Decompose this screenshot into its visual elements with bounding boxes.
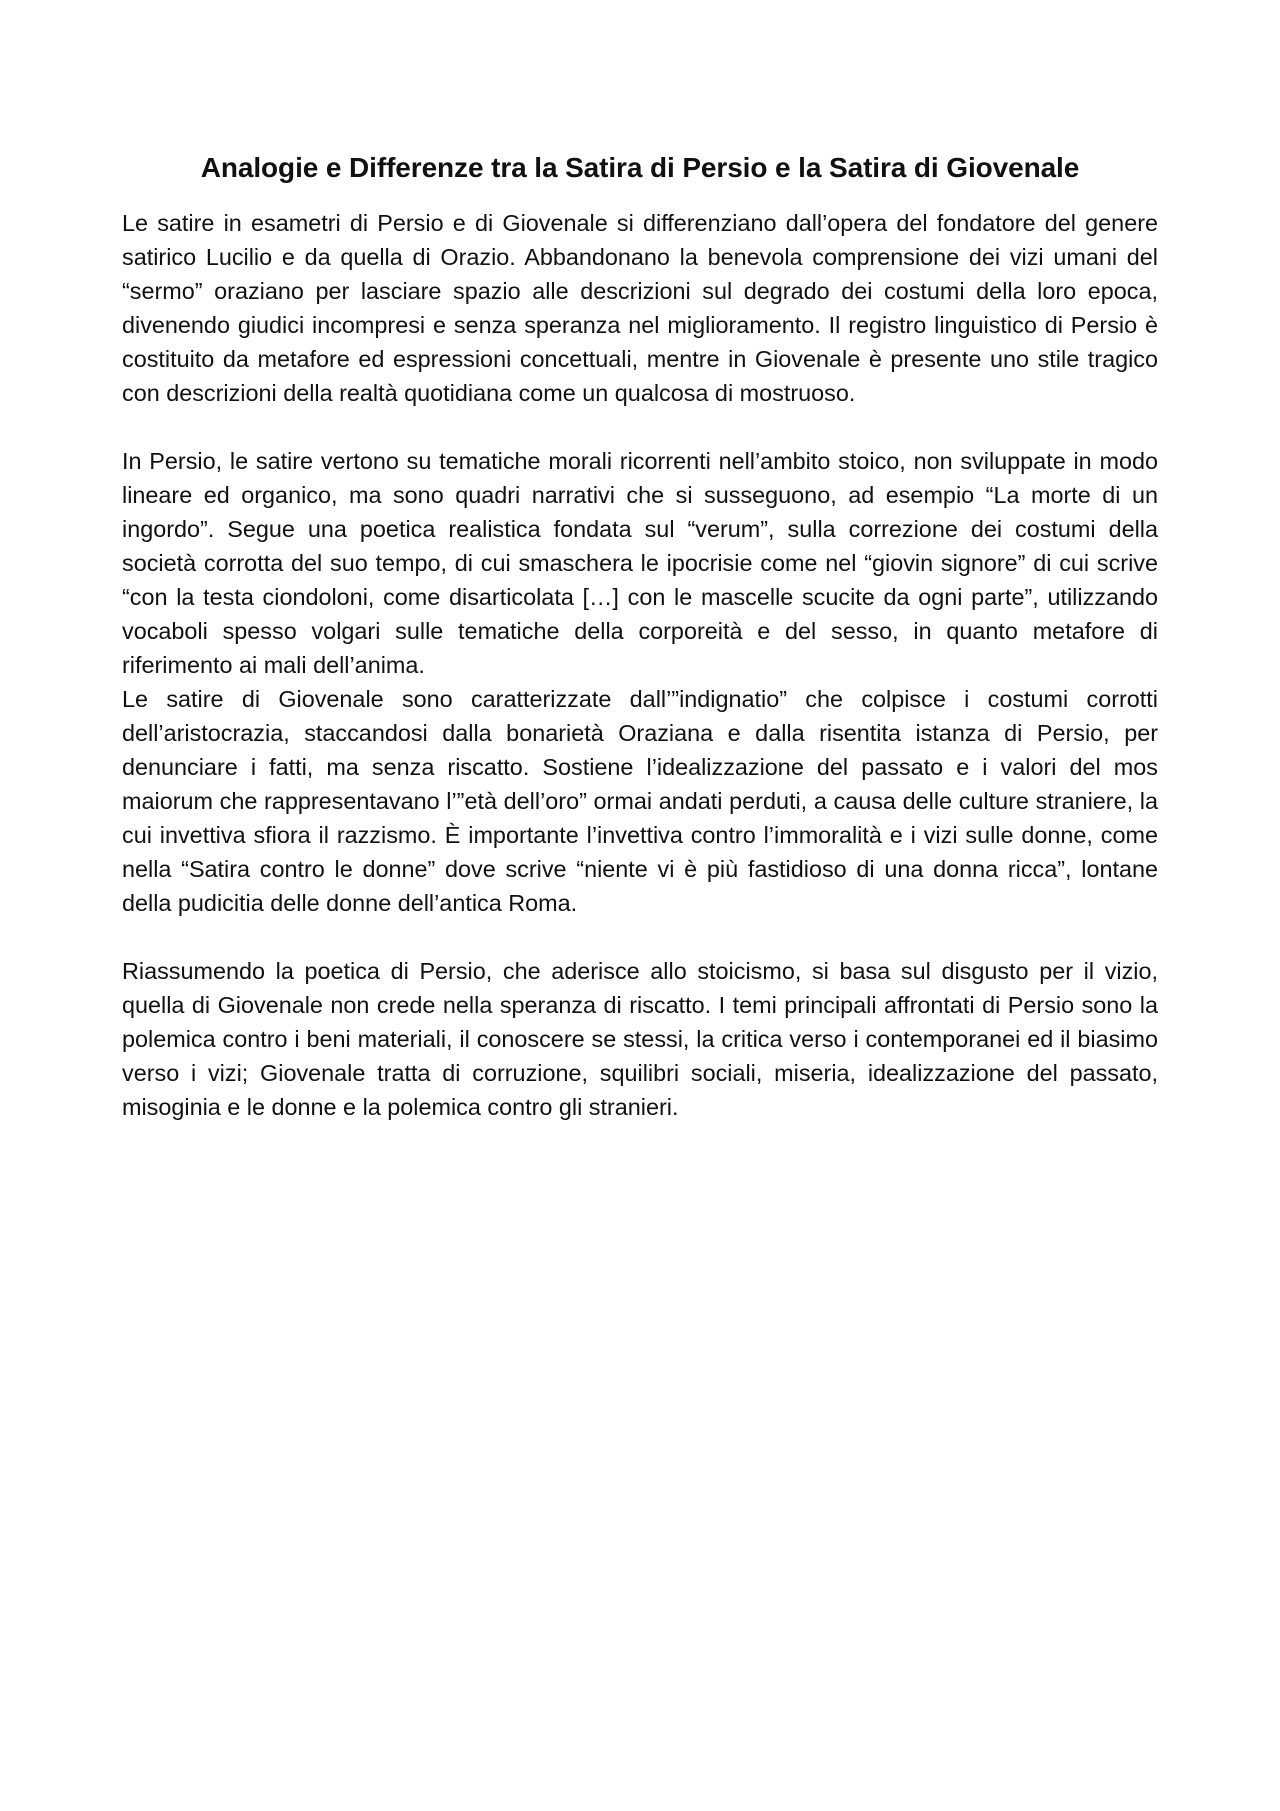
paragraph-persio: In Persio, le satire vertono su tematiche morali ricorrenti nell’ambito stoico, non sviluppate in modo lineare ed organico, ma sono quadri narrativi che si susseguono, ad esempio “La morte di un ingordo”. Segue una poetica realistica fondata sul “verum”, sulla correzione dei costumi della società corrotta del suo tempo, di cui smaschera le ipocrisie come nel “giovin signore” di cui scrive “con la testa ciondoloni, come disarticolata […] con le mascelle scucite da ogni parte”, utilizzando vocaboli spesso volgari sulle tematiche della corporeità e del sesso, in quanto metafore di riferimento ai mali dell’anima. xyxy=(122,448,1158,678)
paragraph-giovenale: Le satire di Giovenale sono caratterizzate dall’”indignatio” che colpisce i costumi corrotti dell’aristocrazia, staccandosi dalla bonarietà Oraziana e dalla risentita istanza di Persio, per denunciare i fatti, ma senza riscatto. Sostiene l’idealizzazione del passato e i valori del mos maiorum che rappresentavano l’”età dell’oro” ormai andati perduti, a causa delle culture straniere, la cui invettiva sfiora il razzismo. È importante l’invettiva contro l’immoralità e i vizi sulle donne, come nella “Satira contro le donne” dove scrive “niente vi è più fastidioso di una donna ricca”, lontane della pudicitia delle donne dell’antica Roma. xyxy=(122,686,1158,916)
document-body xyxy=(122,150,1158,1124)
paragraph-introduction: Le satire in esametri di Persio e di Giovenale si differenziano dall’opera del fondatore del genere satirico Lucilio e da quella di Orazio. Abbandonano la benevola comprensione dei vizi umani del “sermo” oraziano per lasciare spazio alle descrizioni sul degrado dei costumi della loro epoca, divenendo giudici incompresi e senza speranza nel miglioramento. Il registro linguistico di Persio è costituito da metafore ed espressioni concettuali, mentre in Giovenale è presente uno stile tragico con descrizioni della realtà quotidiana come un qualcosa di mostruoso. xyxy=(122,210,1158,406)
paragraph-spacer xyxy=(122,410,1158,444)
paragraph-summary: Riassumendo la poetica di Persio, che aderisce allo stoicismo, si basa sul disgusto per il vizio, quella di Giovenale non crede nella speranza di riscatto. I temi principali affrontati di Persio sono la polemica contro i beni materiali, il conoscere se stessi, la critica verso i contemporanei ed il biasimo verso i vizi; Giovenale tratta di corruzione, squilibri sociali, miseria, idealizzazione del passato, misoginia e le donne e la polemica contro gli stranieri. xyxy=(122,958,1158,1120)
document-title: Analogie e Differenze tra la Satira di Persio e la Satira di Giovenale xyxy=(200,152,1080,183)
paragraph-spacer xyxy=(122,920,1158,954)
